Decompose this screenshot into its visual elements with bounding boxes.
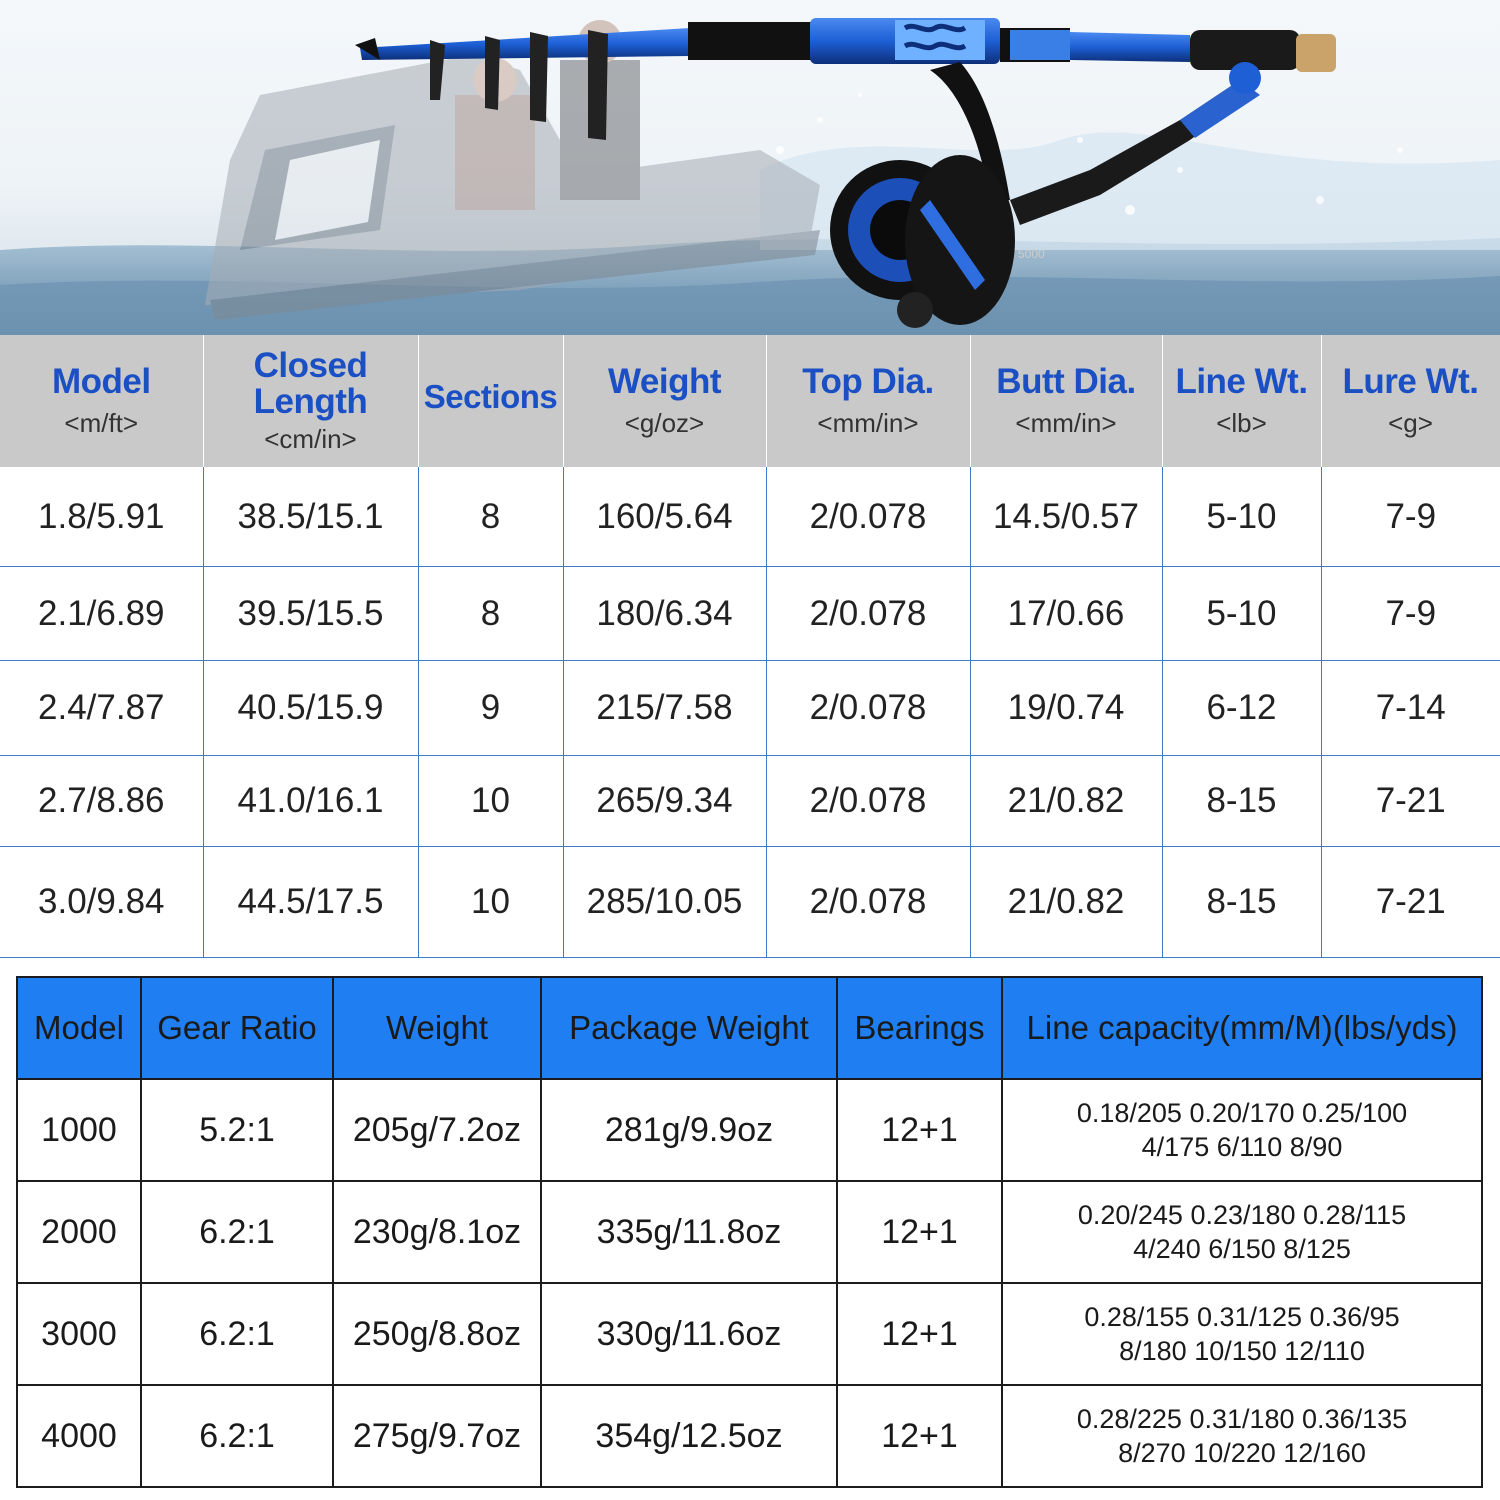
rod-header-title: Model xyxy=(51,361,151,401)
reel-package-cell: 354g/12.5oz xyxy=(541,1385,837,1487)
reel-capacity-cell xyxy=(1002,1283,1482,1385)
reel-package-cell: 330g/11.6oz xyxy=(541,1283,837,1385)
rod-closed-length-cell: 40.5/15.9 xyxy=(203,661,418,756)
reel-package-cell: 281g/9.9oz xyxy=(541,1079,837,1181)
rod-header-title: Top Dia. xyxy=(802,361,934,401)
rod-header-title: Sections xyxy=(423,378,558,415)
reel-gear-cell: 5.2:1 xyxy=(141,1079,333,1181)
table-row xyxy=(0,756,1500,847)
rod-top-dia-cell: 2/0.078 xyxy=(766,756,970,847)
rod-butt-dia-cell: 14.5/0.57 xyxy=(970,467,1162,567)
reel-weight-cell: 205g/7.2oz xyxy=(333,1079,541,1181)
reel-model-cell: 2000 xyxy=(17,1181,141,1283)
rod-header-sections xyxy=(418,335,563,467)
reel-header-line-capacity: Line capacity(mm/M)(lbs/yds) xyxy=(1002,977,1482,1079)
table-row xyxy=(17,1181,1482,1283)
rod-weight-cell: 265/9.34 xyxy=(563,756,766,847)
reel-capacity-cell xyxy=(1002,1079,1482,1181)
rod-spec-table xyxy=(0,335,1500,958)
rod-lure-wt-cell: 7-14 xyxy=(1321,661,1500,756)
reel-header-row xyxy=(17,977,1482,1079)
table-row xyxy=(0,467,1500,567)
capacity-line-mm: 0.28/155 0.31/125 0.36/95 xyxy=(1084,1302,1400,1332)
reel-model-cell: 1000 xyxy=(17,1079,141,1181)
rod-sections-cell: 8 xyxy=(418,467,563,567)
reel-weight-cell: 275g/9.7oz xyxy=(333,1385,541,1487)
capacity-line-lbs: 4/240 6/150 8/125 xyxy=(1133,1234,1351,1264)
reel-package-cell: 335g/11.8oz xyxy=(541,1181,837,1283)
table-row xyxy=(0,847,1500,958)
reel-bearings-cell: 12+1 xyxy=(837,1283,1002,1385)
reel-header-model: Model xyxy=(17,977,141,1079)
rod-sections-cell: 10 xyxy=(418,847,563,958)
reel-weight-cell: 230g/8.1oz xyxy=(333,1181,541,1283)
rod-header-unit: <cm/in> xyxy=(264,423,357,454)
rod-butt-dia-cell: 21/0.82 xyxy=(970,756,1162,847)
table-row xyxy=(0,661,1500,756)
rod-weight-cell: 160/5.64 xyxy=(563,467,766,567)
reel-header-bearings: Bearings xyxy=(837,977,1002,1079)
rod-header-title: Weight xyxy=(607,361,721,401)
rod-weight-cell: 180/6.34 xyxy=(563,567,766,661)
hero-photo xyxy=(0,0,1500,335)
reel-model-cell: 3000 xyxy=(17,1283,141,1385)
rod-header-top-dia xyxy=(766,335,970,467)
reel-spec-table xyxy=(16,976,1483,1488)
rod-top-dia-cell: 2/0.078 xyxy=(766,567,970,661)
reel-bearings-cell: 12+1 xyxy=(837,1181,1002,1283)
reel-bearings-cell: 12+1 xyxy=(837,1385,1002,1487)
reel-header-gear-ratio: Gear Ratio xyxy=(141,977,333,1079)
rod-closed-length-cell: 39.5/15.5 xyxy=(203,567,418,661)
rod-header-model xyxy=(0,335,203,467)
rod-model-cell: 2.1/6.89 xyxy=(0,567,203,661)
reel-side-text: 5000 xyxy=(1018,247,1045,261)
rod-lure-wt-cell: 7-9 xyxy=(1321,567,1500,661)
rod-header-weight xyxy=(563,335,766,467)
rod-line-wt-cell: 8-15 xyxy=(1162,756,1321,847)
rod-model-cell: 3.0/9.84 xyxy=(0,847,203,958)
rod-header-title-line: Length xyxy=(253,381,368,421)
table-row xyxy=(17,1385,1482,1487)
rod-model-cell: 1.8/5.91 xyxy=(0,467,203,567)
rod-header-unit: <m/ft> xyxy=(64,407,139,438)
rod-header-butt-dia xyxy=(970,335,1162,467)
rod-header-lure-wt xyxy=(1321,335,1500,467)
rod-weight-cell: 215/7.58 xyxy=(563,661,766,756)
rod-header-unit: <g/oz> xyxy=(624,407,705,438)
rod-closed-length-cell: 44.5/17.5 xyxy=(203,847,418,958)
rod-header-row xyxy=(0,335,1500,467)
rod-butt-dia-cell: 19/0.74 xyxy=(970,661,1162,756)
reel-model-cell: 4000 xyxy=(17,1385,141,1487)
rod-header-title: Line Wt. xyxy=(1175,361,1308,401)
rod-header-title-line: Closed xyxy=(253,345,368,385)
reel-gear-cell: 6.2:1 xyxy=(141,1385,333,1487)
capacity-line-lbs: 8/180 10/150 12/110 xyxy=(1119,1336,1365,1366)
rod-butt-dia-cell: 21/0.82 xyxy=(970,847,1162,958)
rod-sections-cell: 10 xyxy=(418,756,563,847)
rod-line-wt-cell: 8-15 xyxy=(1162,847,1321,958)
rod-line-wt-cell: 5-10 xyxy=(1162,567,1321,661)
table-row xyxy=(0,567,1500,661)
reel-gear-cell: 6.2:1 xyxy=(141,1181,333,1283)
rod-line-wt-cell: 6-12 xyxy=(1162,661,1321,756)
reel-capacity-cell xyxy=(1002,1385,1482,1487)
rod-header-closed-length xyxy=(203,335,418,467)
reel-capacity-cell xyxy=(1002,1181,1482,1283)
rod-lure-wt-cell: 7-9 xyxy=(1321,467,1500,567)
reel-gear-cell: 6.2:1 xyxy=(141,1283,333,1385)
rod-butt-dia-cell: 17/0.66 xyxy=(970,567,1162,661)
table-row xyxy=(17,1283,1482,1385)
rod-header-title: Butt Dia. xyxy=(996,361,1136,401)
capacity-line-mm: 0.28/225 0.31/180 0.36/135 xyxy=(1076,1404,1408,1434)
rod-closed-length-cell: 38.5/15.1 xyxy=(203,467,418,567)
rod-header-unit: <lb> xyxy=(1216,407,1267,438)
rod-top-dia-cell: 2/0.078 xyxy=(766,847,970,958)
rod-weight-cell: 285/10.05 xyxy=(563,847,766,958)
table-row xyxy=(17,1079,1482,1181)
rod-closed-length-cell: 41.0/16.1 xyxy=(203,756,418,847)
rod-model-cell: 2.4/7.87 xyxy=(0,661,203,756)
capacity-line-mm: 0.20/245 0.23/180 0.28/115 xyxy=(1077,1200,1407,1230)
rod-header-unit: <mm/in> xyxy=(1015,407,1117,438)
rod-header-unit: <mm/in> xyxy=(817,407,919,438)
capacity-line-lbs: 8/270 10/220 12/160 xyxy=(1118,1438,1366,1468)
rod-lure-wt-cell: 7-21 xyxy=(1321,847,1500,958)
rod-top-dia-cell: 2/0.078 xyxy=(766,467,970,567)
reel-weight-cell: 250g/8.8oz xyxy=(333,1283,541,1385)
rod-header-line-wt xyxy=(1162,335,1321,467)
hero-illustration xyxy=(0,0,1500,335)
reel-header-weight: Weight xyxy=(333,977,541,1079)
reel-bearings-cell: 12+1 xyxy=(837,1079,1002,1181)
reel-header-package-weight: Package Weight xyxy=(541,977,837,1079)
rod-lure-wt-cell: 7-21 xyxy=(1321,756,1500,847)
capacity-line-lbs: 4/175 6/110 8/90 xyxy=(1141,1132,1343,1162)
rod-top-dia-cell: 2/0.078 xyxy=(766,661,970,756)
rod-sections-cell: 9 xyxy=(418,661,563,756)
rod-sections-cell: 8 xyxy=(418,567,563,661)
rod-line-wt-cell: 5-10 xyxy=(1162,467,1321,567)
rod-header-title: Lure Wt. xyxy=(1342,361,1479,401)
rod-header-unit: <g> xyxy=(1388,407,1433,438)
rod-model-cell: 2.7/8.86 xyxy=(0,756,203,847)
capacity-line-mm: 0.18/205 0.20/170 0.25/100 xyxy=(1076,1098,1408,1128)
